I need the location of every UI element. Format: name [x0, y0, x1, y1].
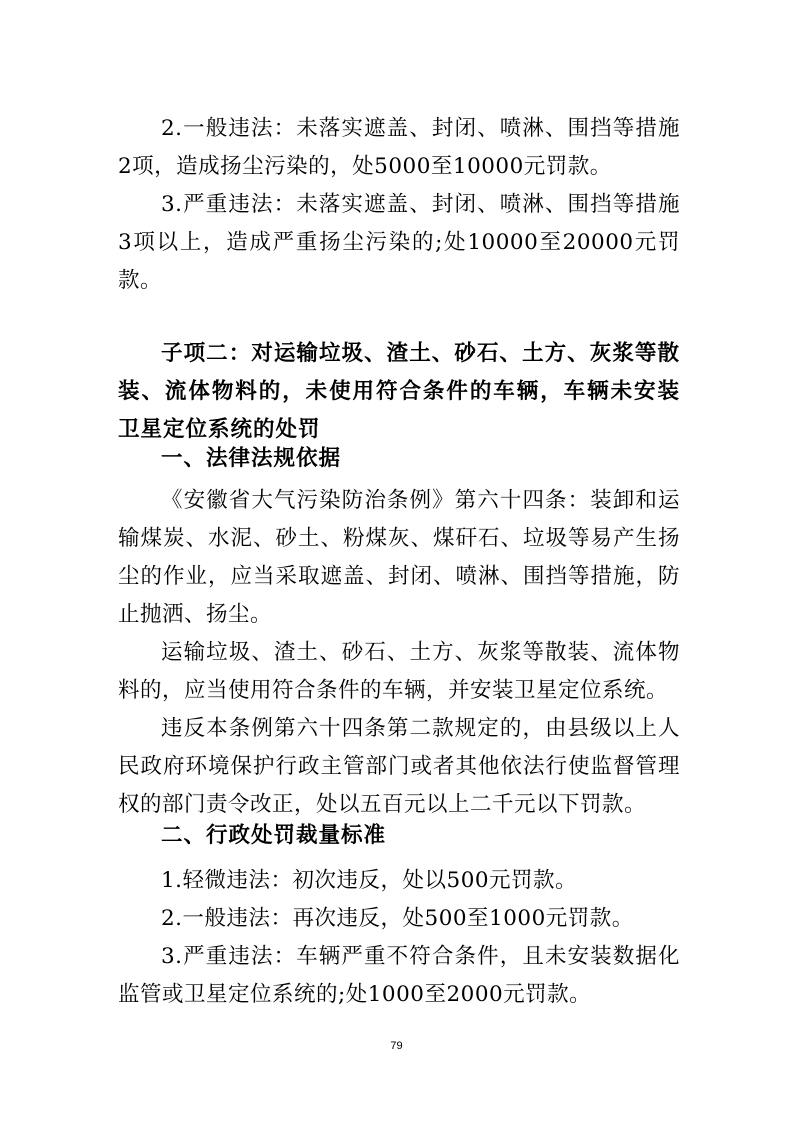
- subitem-title: 子项二：对运输垃圾、渣土、砂石、土方、灰浆等散装、流体物料的，未使用符合条件的车辆，车辆未安装卫星定位系统的处罚: [118, 341, 680, 442]
- section-heading-legal-basis: 一、法律法规依据: [161, 446, 342, 471]
- section-heading-discretion-standard: 二、行政处罚裁量标准: [161, 823, 387, 848]
- paragraph-penalty-provision: 违反本条例第六十四条第二款规定的，由县级以上人民政府环境保护行政主管部门或者其他依法行使监督管理权的部门责令改正，处以五百元以上二千元以下罚款。: [118, 716, 680, 817]
- paragraph-general-violation-vehicle: 2.一般违法：再次违反，处500至1000元罚款。: [161, 906, 634, 931]
- paragraph-serious-violation-vehicle: 3.严重违法：车辆严重不符合条件，且未安装数据化监管或卫星定位系统的;处1000至2000元罚款。: [118, 944, 680, 1007]
- paragraph-general-violation-dust: 2.一般违法：未落实遮盖、封闭、喷淋、围挡等措施2项，造成扬尘污染的，处5000至10000元罚款。: [118, 116, 680, 179]
- paragraph-transport-requirement: 运输垃圾、渣土、砂石、土方、灰浆等散装、流体物料的，应当使用符合条件的车辆，并安装卫星定位系统。: [118, 640, 680, 703]
- paragraph-minor-violation: 1.轻微违法：初次违反，处以500元罚款。: [161, 868, 578, 893]
- page-number: 79: [390, 1040, 403, 1052]
- paragraph-regulation-article-64: 《安徽省大气污染防治条例》第六十四条：装卸和运输煤炭、水泥、砂土、粉煤灰、煤矸石、垃圾等易产生扬尘的作业，应当采取遮盖、封闭、喷淋、围挡等措施，防止抛洒、扬尘。: [118, 488, 680, 627]
- paragraph-serious-violation-dust: 3.严重违法：未落实遮盖、封闭、喷淋、围挡等措施3项以上，造成严重扬尘污染的;处10000至20000元罚款。: [118, 192, 680, 293]
